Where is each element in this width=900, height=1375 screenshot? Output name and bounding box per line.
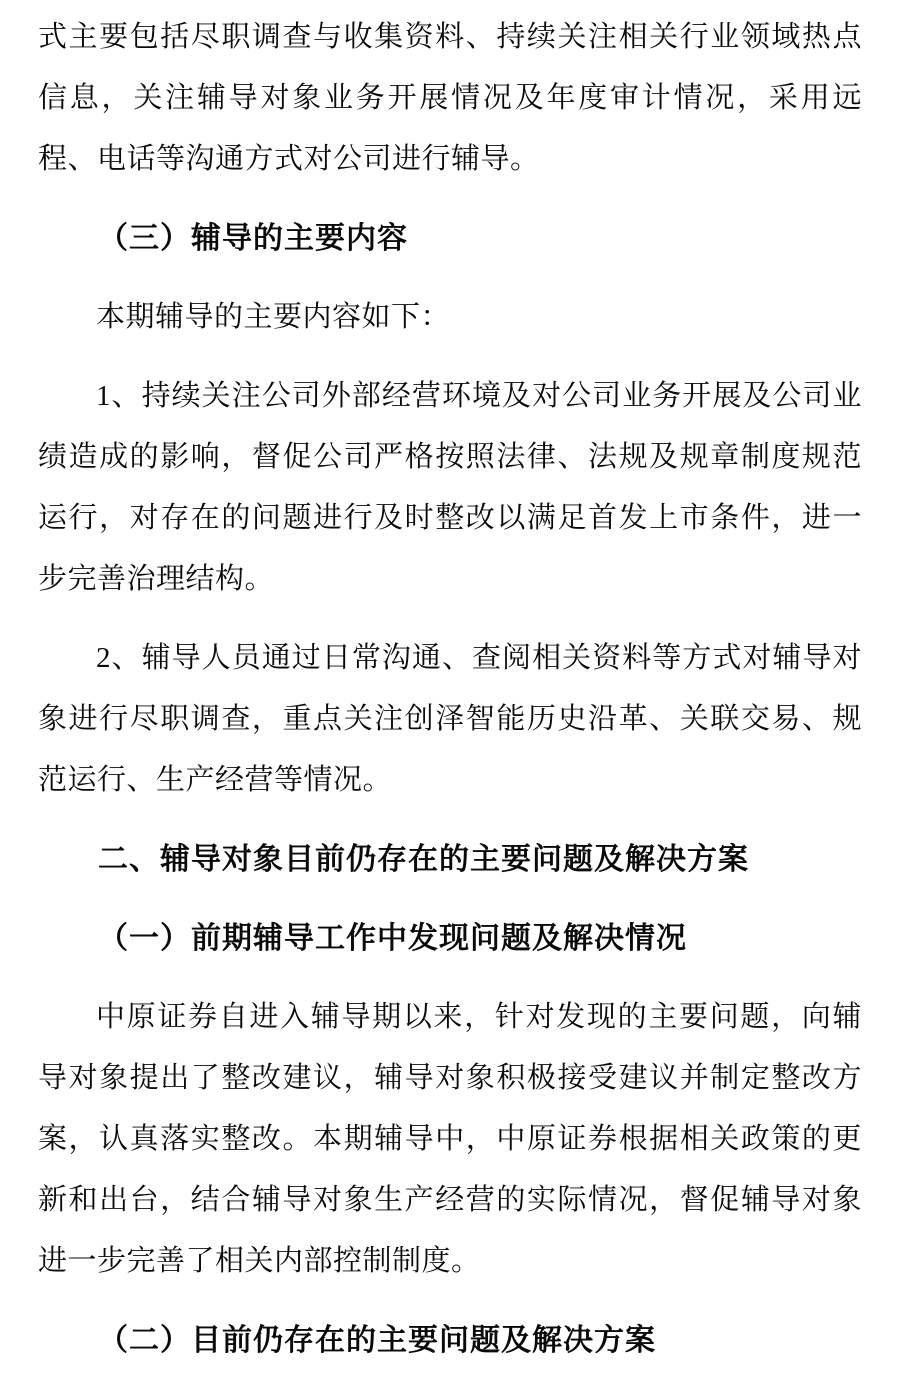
paragraph-rectification-progress: 中原证券自进入辅导期以来，针对发现的主要问题，向辅导对象提出了整改建议，辅导对象积极接受建议并制定整改方案，认真落实整改。本期辅导中，中原证券根据相关政策的更新和出台，结合辅导对象生产经营的实际情况，督促辅导对象进一步完善了相关内部控制制度。 (38, 1001, 862, 1277)
heading-chapter-two-remaining-problems-and-solutions: 二、辅导对象目前仍存在的主要问题及解决方案 (98, 843, 749, 876)
heading-section-one-problems-found-earlier: （一）前期辅导工作中发现问题及解决情况 (98, 922, 687, 955)
heading-section-three-coaching-main-content: （三）辅导的主要内容 (98, 222, 408, 255)
paragraph-continued-from-previous-page: 式主要包括尽职调查与收集资料、持续关注相关行业领域热点信息，关注辅导对象业务开展情况及年度审计情况，采用远程、电话等沟通方式对公司进行辅导。 (38, 21, 862, 175)
paragraph-coaching-content-intro: 本期辅导的主要内容如下： (96, 301, 451, 333)
heading-section-two-current-problems-and-solutions: （二）目前仍存在的主要问题及解决方案 (98, 1324, 656, 1357)
list-item-1: 1、持续关注公司外部经营环境及对公司业务开展及公司业绩造成的影响，督促公司严格按照法律、法规及规章制度规范运行，对存在的问题进行及时整改以满足首发上市条件，进一步完善治理结构。 (38, 380, 862, 595)
list-item-2: 2、辅导人员通过日常沟通、查阅相关资料等方式对辅导对象进行尽职调查，重点关注创泽智能历史沿革、关联交易、规范运行、生产经营等情况。 (38, 642, 862, 796)
